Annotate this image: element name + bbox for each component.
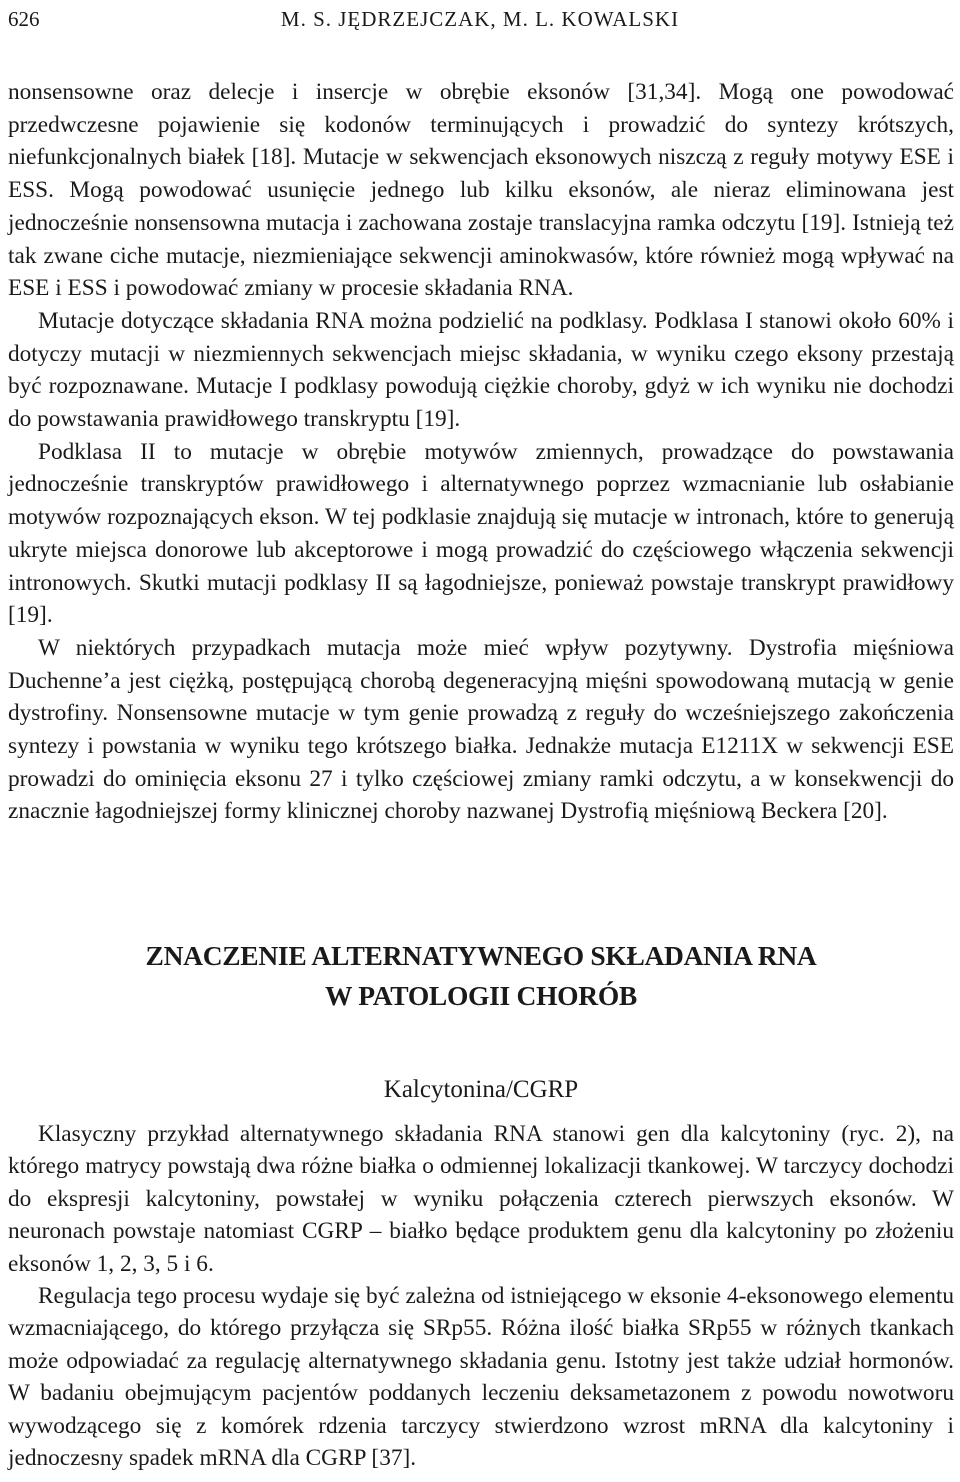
page-number: 626 bbox=[8, 7, 40, 31]
paragraph-4: W niektórych przypadkach mutacja może mieć wpływ pozytywny. Dystrofia mięśniowa Duchenne’a jest ciężką, postępującą chorobą degeneracyjną mięśni spowodowaną mutacją w genie dystrofiny. Nonsensowne mutacje w tym genie prowadzą z reguły do wcześniejszego zakończenia syntezy i powstania w wyniku tego krótszego białka. Jednakże mutacja E1211X w sekwencji ESE prowadzi do ominięcia eksonu 27 i tylko częściowej zmiany ramki odczytu, a w konsekwencji do znacznie łagodniejszej formy klinicznej choroby nazwanej Dystrofią mięśniową Beckera [20]. bbox=[8, 634, 954, 825]
running-header bbox=[8, 4, 952, 34]
paragraph-3: Podklasa II to mutacje w obrębie motywów zmiennych, prowadzące do powstawania jednocześnie transkryptów prawidłowego i alternatywnego poprzez wzmacnianie lub osłabianie motywów rozpoznających ekson. W tej podklasie znajdują się mutacje w intronach, które to generują ukryte miejsca donorowe lub akceptorowe i mogą prowadzić do częściowego włączenia sekwencji intronowych. Skutki mutacji podklasy II są łagodniejsze, ponieważ powstaje transkrypt prawidłowy [19]. bbox=[8, 438, 954, 629]
section-heading-line-1: ZNACZENIE ALTERNATYWNEGO SKŁADANIA RNA bbox=[145, 940, 817, 971]
paragraph-1: nonsensowne oraz delecje i insercje w obrębie eksonów [31,34]. Mogą one powodować przedwczesne pojawienie się kodonów terminujących i prowadzić do syntezy krótszych, niefunkcjonalnych białek [18]. Mutacje w sekwencjach eksonowych niszczą z reguły motywy ESE i ESS. Mogą powodować usunięcie jednego lub kilku eksonów, ale nieraz eliminowana jest jednocześnie nonsensowna mutacja i zachowana zostaje translacyjna ramka odczytu [19]. Istnieją też tak zwane ciche mutacje, niezmieniające sekwencji aminokwasów, które również mogą wpływać na ESE i ESS i powodować zmiany w procesie składania RNA. bbox=[8, 79, 954, 302]
paragraph-2: Mutacje dotyczące składania RNA można podzielić na podklasy. Podklasa I stanowi około 60% i dotyczy mutacji w niezmiennych sekwencjach miejsc składania, w wyniku czego eksony przestają być rozpoznawane. Mutacje I podklasy powodują ciężkie choroby, gdyż w ich wyniku nie dochodzi do powstawania prawidłowego transkryptu [19]. bbox=[8, 307, 954, 433]
paragraph-5: Klasyczny przykład alternatywnego składania RNA stanowi gen dla kalcytoniny (ryc. 2), na którego matrycy powstają dwa różne białka o odmiennej lokalizacji tkankowej. W tarczycy dochodzi do ekspresji kalcytoniny, powstałej w wyniku połączenia czterech pierwszych eksonów. W neuronach powstaje natomiast CGRP – białko będące produktem genu dla kalcytoniny po złożeniu eksonów 1, 2, 3, 5 i 6. bbox=[8, 1121, 954, 1277]
body-text-bottom bbox=[8, 1118, 954, 1474]
body-text-top bbox=[8, 76, 954, 828]
section-heading-line-2: W PATOLOGII CHORÓB bbox=[325, 980, 637, 1011]
paragraph-6: Regulacja tego procesu wydaje się być zależna od istniejącego w eksonie 4-eksonowego elementu wzmacniającego, do którego przyłącza się SRp55. Różna ilość białka SRp55 w różnych tkankach może odpowiadać za regulację alternatywnego składania genu. Istotny jest także udział hormonów. W badaniu obejmującym pacjentów poddanych leczeniu deksametazonem z powodu nowotworu wywodzącego się z komórek rdzenia tarczycy stwierdzono wzrost mRNA dla kalcytoniny i jednoczesny spadek mRNA dla CGRP [37]. bbox=[8, 1283, 955, 1472]
running-head-authors: M. S. JĘDRZEJCZAK, M. L. KOWALSKI bbox=[280, 7, 680, 31]
subsection-heading: Kalcytonina/CGRP bbox=[383, 1076, 579, 1103]
section-heading bbox=[8, 936, 954, 1016]
